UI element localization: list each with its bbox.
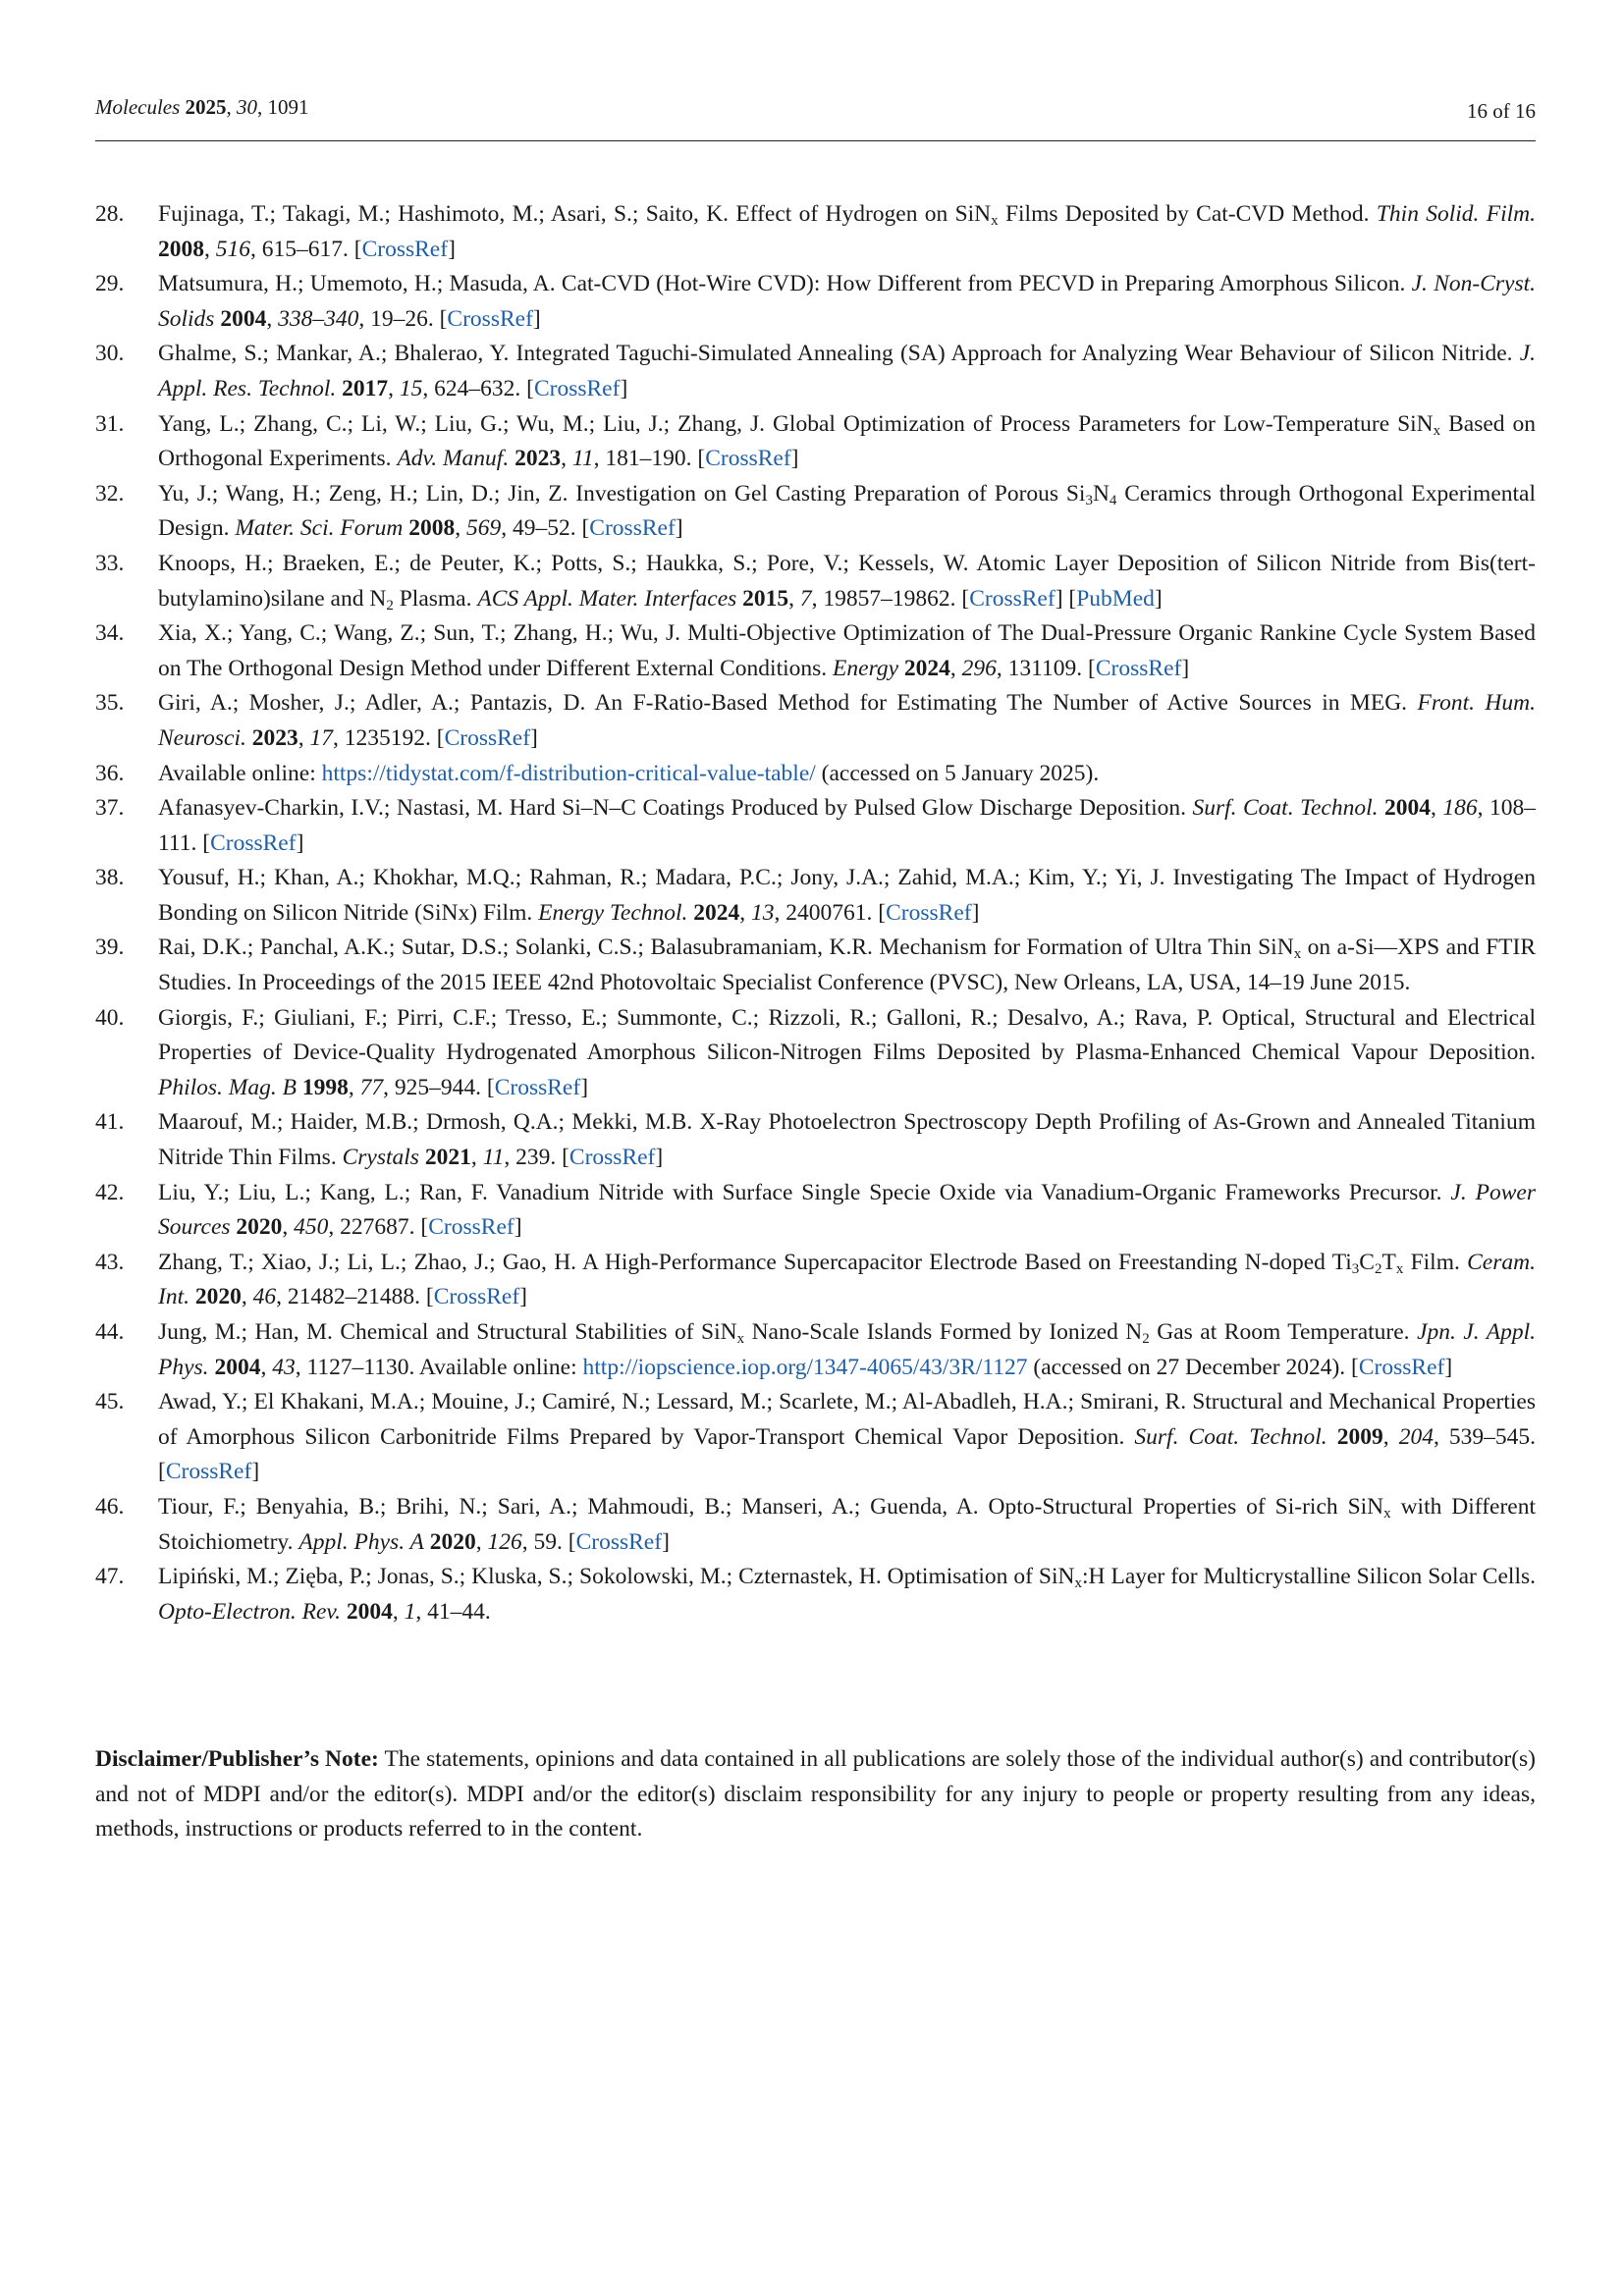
reference-number: 34. bbox=[95, 620, 125, 647]
crossref-link[interactable]: CrossRef bbox=[361, 236, 449, 262]
reference-number: 40. bbox=[95, 1004, 125, 1031]
reference-item bbox=[95, 477, 1536, 547]
reference-text: Liu, Y.; Liu, L.; Kang, L.; Ran, F. Vanadium Nitride with Surface Single Specie Oxide via Vanadium-Organic Frameworks Precursor. J. Power Sources 2020, 450, 227687. [CrossRef] bbox=[158, 1179, 1536, 1241]
disclaimer-label: Disclaimer/Publisher’s Note: bbox=[95, 1746, 379, 1772]
reference-text: Available online: https://tidystat.com/f-distribution-critical-value-table/ (accessed on 5 January 2025). bbox=[158, 760, 1100, 786]
journal-citation: Molecules 2025, 30, 1091 bbox=[95, 95, 309, 119]
crossref-link[interactable]: CrossRef bbox=[1358, 1354, 1445, 1380]
reference-number: 29. bbox=[95, 271, 125, 297]
disclaimer-note bbox=[95, 1742, 1536, 1847]
reference-text: Jung, M.; Han, M. Chemical and Structural Stabilities of SiN$_x$ Nano-Scale Islands Formed by Ionized $N_2$ Gas at Room Temperature. Jpn. J. Appl. Phys. 2004, 43, 1127–1130. Available online: http://iopscience.iop.org/1347-4065/43/3R/1127 (accessed on 27 December 2024). [CrossRef] bbox=[158, 1319, 1536, 1380]
reference-item bbox=[95, 1385, 1536, 1490]
crossref-link[interactable]: CrossRef bbox=[969, 585, 1056, 612]
reference-item bbox=[95, 1490, 1536, 1560]
reference-item bbox=[95, 616, 1536, 686]
reference-text: Yu, J.; Wang, H.; Zeng, H.; Lin, D.; Jin, Z. Investigation on Gel Casting Preparation of Porous $Si_3N_4$ Ceramics through Orthogonal Experimental Design. Mater. Sci. Forum 2008, 569, 49–52. [CrossRef] bbox=[158, 480, 1536, 542]
reference-text: Xia, X.; Yang, C.; Wang, Z.; Sun, T.; Zhang, H.; Wu, J. Multi-Objective Optimization of The Dual-Pressure Organic Rankine Cycle System Based on The Orthogonal Design Method under Different External Conditions. Energy 2024, 296, 131109. [CrossRef] bbox=[158, 620, 1536, 681]
reference-number: 44. bbox=[95, 1319, 125, 1345]
reference-number: 41. bbox=[95, 1109, 125, 1136]
reference-text: Fujinaga, T.; Takagi, M.; Hashimoto, M.; Asari, S.; Saito, K. Effect of Hydrogen on SiN$_x$ Films Deposited by Cat-CVD Method. Thin Solid. Film. 2008, 516, 615–617. [CrossRef] bbox=[158, 201, 1536, 262]
page-indicator: 16 of 16 bbox=[1467, 99, 1536, 123]
reference-text: Awad, Y.; El Khakani, M.A.; Mouine, J.; Camiré, N.; Lessard, M.; Scarlete, M.; Al-Abadleh, H.A.; Smirani, R. Structural and Mechanical Properties of Amorphous Silicon Carbonitride Films Prepared by Vapor-Transport Chemical Vapor Deposition. Surf. Coat. Technol. 2009, 204, 539–545. [CrossRef] bbox=[158, 1389, 1537, 1485]
reference-item bbox=[95, 931, 1536, 1000]
reference-number: 38. bbox=[95, 865, 125, 891]
reference-number: 35. bbox=[95, 690, 125, 717]
reference-text: Afanasyev-Charkin, I.V.; Nastasi, M. Hard Si–N–C Coatings Produced by Pulsed Glow Discharge Deposition. Surf. Coat. Technol. 2004, 186, 108–111. [CrossRef] bbox=[158, 795, 1537, 856]
reference-item bbox=[95, 267, 1536, 337]
reference-text: Tiour, F.; Benyahia, B.; Brihi, N.; Sari, A.; Mahmoudi, B.; Manseri, A.; Guenda, A. Opto-Structural Properties of Si-rich SiN$_x$ with Different Stoichiometry. Appl. Phys. A 2020, 126, 59. [CrossRef] bbox=[158, 1493, 1536, 1555]
crossref-link[interactable]: CrossRef bbox=[165, 1459, 252, 1485]
reference-number: 28. bbox=[95, 201, 125, 227]
reference-number: 46. bbox=[95, 1493, 125, 1520]
reference-item bbox=[95, 791, 1536, 861]
reference-text: Knoops, H.; Braeken, E.; de Peuter, K.; Potts, S.; Haukka, S.; Pore, V.; Kessels, W. Atomic Layer Deposition of Silicon Nitride from Bis(tert-butylamino)silane and $N_2$ Plasma. ACS Appl. Mater. Interfaces 2015, 7, 19857–19862. [CrossRef] [PubMed] bbox=[158, 550, 1536, 614]
reference-item bbox=[95, 686, 1536, 756]
crossref-link[interactable]: CrossRef bbox=[444, 724, 531, 751]
crossref-link[interactable]: PubMed bbox=[1076, 585, 1155, 612]
reference-text: Matsumura, H.; Umemoto, H.; Masuda, A. Cat-CVD (Hot-Wire CVD): How Different from PECVD in Preparing Amorphous Silicon. J. Non-Cryst. Solids 2004, 338–340, 19–26. [CrossRef] bbox=[158, 271, 1536, 332]
crossref-link[interactable]: CrossRef bbox=[447, 305, 533, 332]
reference-number: 31. bbox=[95, 410, 125, 437]
crossref-link[interactable]: CrossRef bbox=[886, 899, 972, 926]
reference-item bbox=[95, 547, 1536, 616]
reference-item bbox=[95, 197, 1536, 267]
crossref-link[interactable]: CrossRef bbox=[210, 829, 297, 856]
reference-text: Maarouf, M.; Haider, M.B.; Drmosh, Q.A.; Mekki, M.B. X-Ray Photoelectron Spectroscopy Depth Profiling of As-Grown and Annealed Titanium Nitride Thin Films. Crystals 2021, 11, 239. [CrossRef] bbox=[158, 1109, 1536, 1171]
reference-item bbox=[95, 861, 1536, 931]
reference-number: 42. bbox=[95, 1179, 125, 1205]
reference-text: Giorgis, F.; Giuliani, F.; Pirri, C.F.; Tresso, E.; Summonte, C.; Rizzoli, R.; Galloni, R.; Desalvo, A.; Rava, P. Optical, Structural and Electrical Properties of Device-Quality Hydrogenated Amorphous Silicon-Nitrogen Films Deposited by Plasma-Enhanced Chemical Vapour Deposition. Philos. Mag. B 1998, 77, 925–944. [CrossRef] bbox=[158, 1004, 1536, 1100]
reference-number: 36. bbox=[95, 760, 125, 786]
reference-list bbox=[95, 197, 1536, 1629]
reference-text: Giri, A.; Mosher, J.; Adler, A.; Pantazis, D. An F-Ratio-Based Method for Estimating The Number of Active Sources in MEG. Front. Hum. Neurosci. 2023, 17, 1235192. [CrossRef] bbox=[158, 690, 1536, 751]
reference-number: 30. bbox=[95, 341, 125, 367]
crossref-link[interactable]: CrossRef bbox=[568, 1145, 656, 1171]
reference-item bbox=[95, 1105, 1536, 1175]
reference-number: 39. bbox=[95, 934, 125, 961]
reference-item bbox=[95, 1176, 1536, 1246]
reference-number: 45. bbox=[95, 1389, 125, 1415]
crossref-link[interactable]: CrossRef bbox=[589, 515, 676, 542]
reference-text: Lipiński, M.; Zięba, P.; Jonas, S.; Kluska, S.; Sokolowski, M.; Czternastek, H. Optimisation of SiN$_x$:H Layer for Multicrystalline Silicon Solar Cells. Opto-Electron. Rev. 2004, 1, 41–44. bbox=[158, 1564, 1536, 1625]
crossref-link[interactable]: CrossRef bbox=[1095, 655, 1182, 681]
reference-text: Rai, D.K.; Panchal, A.K.; Sutar, D.S.; Solanki, C.S.; Balasubramaniam, K.R. Mechanism for Formation of Ultra Thin SiN$_x$ on a-Si—XPS and FTIR Studies. In Proceedings of the 2015 IEEE 42nd Photovoltaic Specialist Conference (PVSC), New Orleans, LA, USA, 14–19 June 2015. bbox=[158, 934, 1536, 996]
reference-number: 47. bbox=[95, 1564, 125, 1590]
url-link[interactable]: https://tidystat.com/f-distribution-critical-value-table/ bbox=[321, 760, 816, 786]
reference-item bbox=[95, 407, 1536, 477]
crossref-link[interactable]: CrossRef bbox=[433, 1284, 520, 1310]
reference-item bbox=[95, 757, 1536, 792]
crossref-link[interactable]: CrossRef bbox=[428, 1214, 514, 1241]
reference-item bbox=[95, 1315, 1536, 1385]
reference-item bbox=[95, 1246, 1536, 1315]
disclaimer-text: The statements, opinions and data contained in all publications are solely those of the individual author(s) and contributor(s) and not of MDPI and/or the editor(s). MDPI and/or the editor(s) disclaim responsibility for any injury to people or property resulting from any ideas, methods, instructions or products referred to in the content. bbox=[95, 1746, 1537, 1842]
reference-number: 33. bbox=[95, 550, 125, 576]
url-link[interactable]: http://iopscience.iop.org/1347-4065/43/3R/1127 bbox=[582, 1354, 1028, 1380]
reference-item bbox=[95, 1001, 1536, 1106]
reference-number: 32. bbox=[95, 480, 125, 507]
reference-text: Zhang, T.; Xiao, J.; Li, L.; Zhao, J.; Gao, H. A High-Performance Supercapacitor Electrode Based on Freestanding N-doped $Ti_3C_2T_x$ Film. Ceram. Int. 2020, 46, 21482–21488. [CrossRef] bbox=[158, 1249, 1536, 1310]
page-header bbox=[95, 95, 1536, 141]
reference-text: Ghalme, S.; Mankar, A.; Bhalerao, Y. Integrated Taguchi-Simulated Annealing (SA) Approach for Analyzing Wear Behaviour of Silicon Nitride. J. Appl. Res. Technol. 2017, 15, 624–632. [CrossRef] bbox=[158, 341, 1536, 401]
crossref-link[interactable]: CrossRef bbox=[705, 446, 791, 472]
reference-item bbox=[95, 1560, 1536, 1629]
reference-number: 37. bbox=[95, 795, 125, 822]
reference-item bbox=[95, 337, 1536, 406]
reference-text: Yousuf, H.; Khan, A.; Khokhar, M.Q.; Rahman, R.; Madara, P.C.; Jony, J.A.; Zahid, M.A.; Kim, Y.; Yi, J. Investigating The Impact of Hydrogen Bonding on Silicon Nitride (SiNx) Film. Energy Technol. 2024, 13, 2400761. [CrossRef] bbox=[158, 865, 1536, 926]
crossref-link[interactable]: CrossRef bbox=[575, 1528, 663, 1555]
crossref-link[interactable]: CrossRef bbox=[533, 375, 621, 401]
reference-text: Yang, L.; Zhang, C.; Li, W.; Liu, G.; Wu, M.; Liu, J.; Zhang, J. Global Optimization of Process Parameters for Low-Temperature SiN$_x$ Based on Orthogonal Experiments. Adv. Manuf. 2023, 11, 181–190. [CrossRef] bbox=[158, 410, 1537, 472]
crossref-link[interactable]: CrossRef bbox=[494, 1074, 581, 1100]
reference-number: 43. bbox=[95, 1249, 125, 1275]
